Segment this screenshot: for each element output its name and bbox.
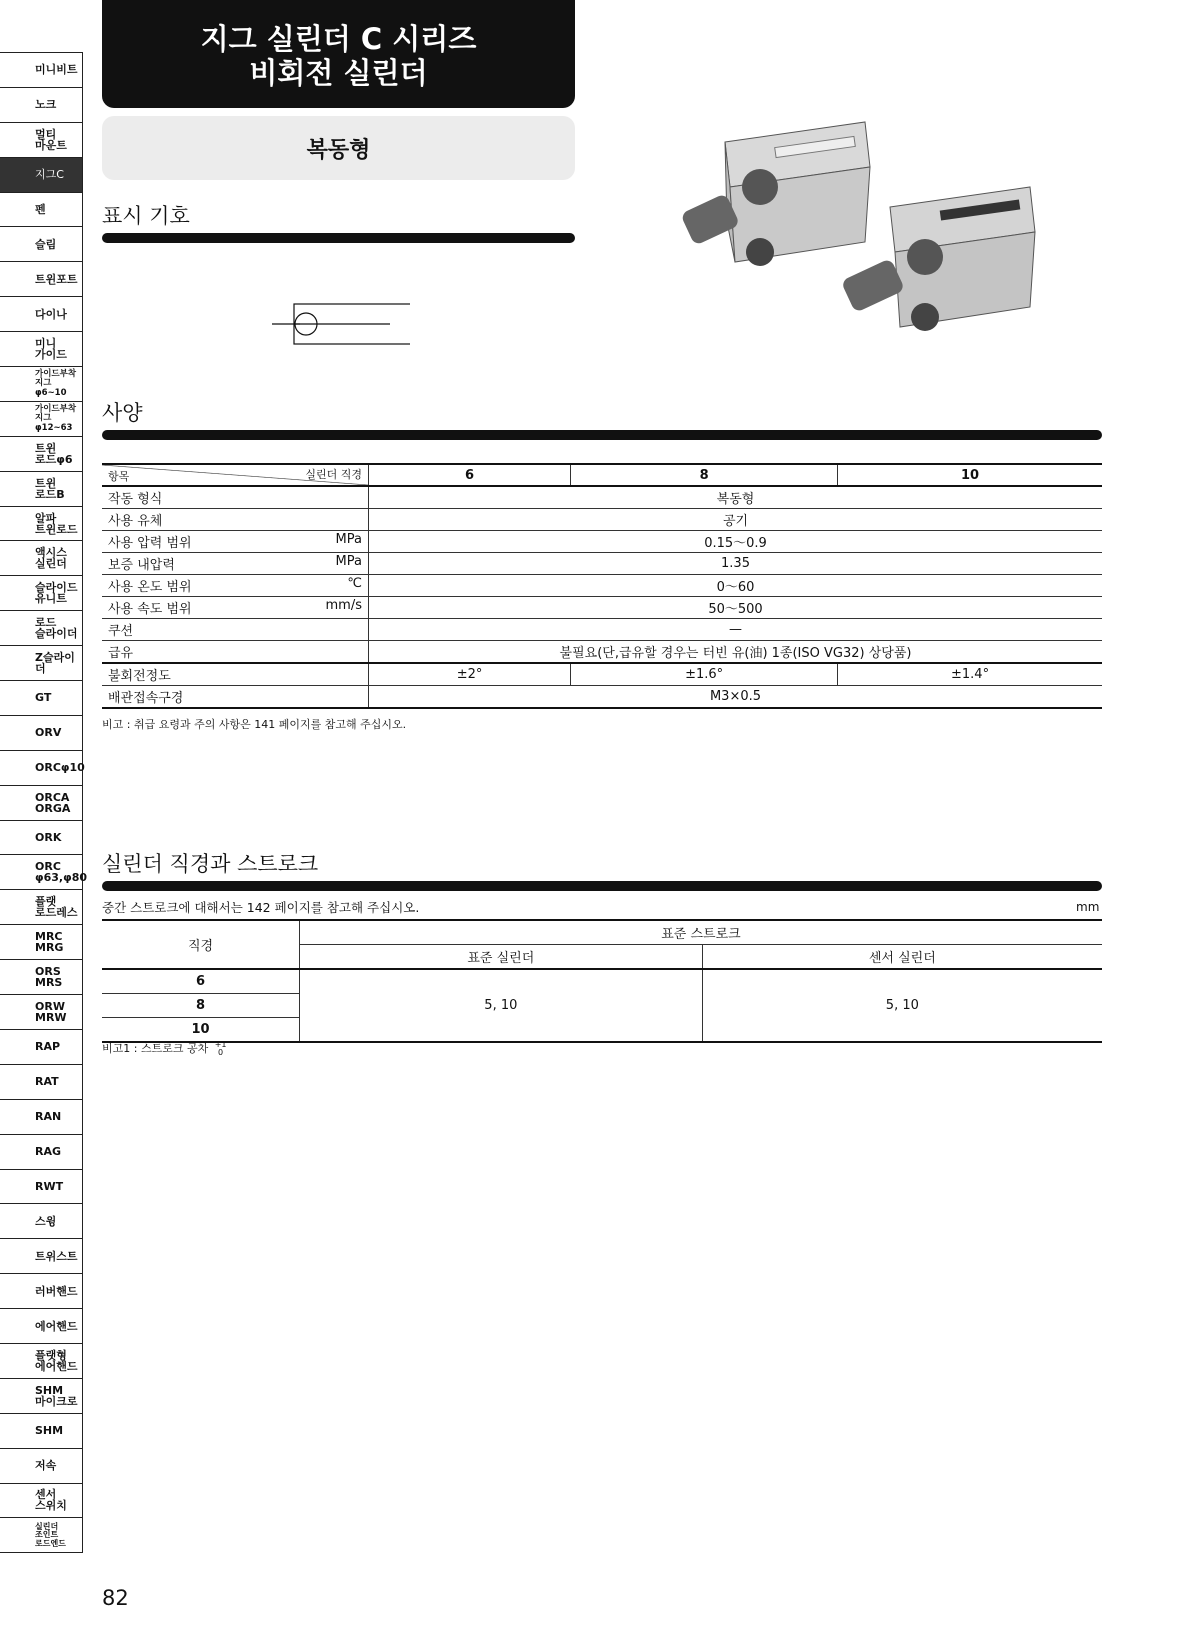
spec-value: 공기 (369, 509, 1103, 531)
sidebar-item[interactable]: SHM 마이크로 (0, 1379, 83, 1414)
heading-rule (102, 881, 1102, 891)
sidebar-item[interactable]: 러버핸드 (0, 1274, 83, 1309)
pneumatic-symbol-icon (270, 300, 410, 350)
spec-label-text: 보증 내압력 (108, 558, 175, 573)
sidebar-item[interactable]: SHM (0, 1414, 83, 1449)
sidebar-item[interactable]: 플랫 로드레스 (0, 890, 83, 925)
diameter-cell: 6 (102, 969, 300, 994)
spec-header-row (102, 464, 1102, 486)
spec-value: 불필요(단,급유할 경우는 터빈 유(油) 1종(ISO VG32) 상당품) (369, 641, 1103, 664)
sidebar-item[interactable]: 트윈포트 (0, 262, 83, 297)
spec-label (102, 619, 369, 641)
sidebar-item[interactable]: ORK (0, 821, 83, 856)
sidebar-item[interactable]: 트윈 로드φ6 (0, 437, 83, 472)
tolerance-plus: +1 (214, 1040, 227, 1049)
sidebar-item[interactable]: ORS MRS (0, 960, 83, 995)
diameter-cell: 10 (102, 1018, 300, 1043)
page-number: 82 (102, 1586, 129, 1610)
sidebar-item[interactable]: 센서 스위치 (0, 1484, 83, 1519)
sidebar-item[interactable]: ORW MRW (0, 995, 83, 1030)
spec-label (102, 597, 369, 619)
sidebar-item[interactable]: RAT (0, 1065, 83, 1100)
sidebar-item[interactable]: ORCA ORGA (0, 786, 83, 821)
spec-note: 비고 : 취급 요령과 주의 사항은 141 페이지를 참고해 주십시오. (102, 718, 407, 731)
spec-row (102, 641, 1102, 664)
spec-row (102, 619, 1102, 641)
spec-header-corner (102, 464, 369, 486)
sidebar-item[interactable]: GT (0, 681, 83, 716)
spec-col-6: 6 (369, 464, 571, 486)
stroke-heading: 실린더 직경과 스트로크 (102, 852, 319, 876)
spec-value: 0～60 (369, 575, 1103, 597)
spec-value: ±1.6° (571, 663, 838, 686)
col-sensor-cylinder: 센서 실린더 (702, 945, 1102, 970)
spec-value: ±2° (369, 663, 571, 686)
sidebar-item[interactable]: 저속 (0, 1449, 83, 1484)
sidebar-item[interactable]: 실린더 조인트 로드엔드 (0, 1518, 83, 1553)
stroke-note (102, 1040, 227, 1057)
spec-heading: 사양 (102, 401, 143, 425)
tolerance-zero: 0 (218, 1048, 224, 1057)
sidebar-item[interactable]: ORV (0, 716, 83, 751)
sidebar-item[interactable]: 슬림 (0, 227, 83, 262)
sidebar-item[interactable]: RAG (0, 1135, 83, 1170)
spec-value: 복동형 (369, 486, 1103, 509)
spec-value: 1.35 (369, 553, 1103, 575)
spec-col-8: 8 (571, 464, 838, 486)
title-line-2: 비회전 실린더 (249, 56, 428, 90)
standard-stroke-value: 5, 10 (300, 969, 703, 1042)
symbol-heading: 표시 기호 (102, 204, 190, 228)
spec-row (102, 575, 1102, 597)
sidebar-item[interactable]: RAN (0, 1100, 83, 1135)
sidebar-item[interactable]: 가이드부착지그 φ6~10 (0, 367, 83, 402)
sensor-stroke-value: 5, 10 (702, 969, 1102, 1042)
spec-value: 50～500 (369, 597, 1103, 619)
sidebar-item[interactable]: 로드 슬라이더 (0, 611, 83, 646)
col-standard-stroke: 표준 스트로크 (300, 920, 1103, 945)
spec-label (102, 641, 369, 664)
spec-label (102, 509, 369, 531)
title-line-1: 지그 실린더 C 시리즈 (200, 22, 477, 56)
heading-rule (102, 430, 1102, 440)
spec-unit: MPa (335, 532, 362, 547)
spec-unit: MPa (335, 554, 362, 569)
unit-label: mm (1076, 900, 1100, 914)
spec-value: M3×0.5 (369, 686, 1103, 709)
spec-label: 불회전정도 (102, 663, 369, 686)
spec-label-text: 사용 유체 (108, 514, 163, 529)
heading-rule (102, 233, 575, 243)
sidebar-item[interactable]: Z슬라이더 (0, 646, 83, 681)
sidebar-item[interactable]: 에어핸드 (0, 1309, 83, 1344)
title-banner (102, 0, 575, 108)
col-standard-cylinder: 표준 실린더 (300, 945, 703, 970)
sidebar-item[interactable]: 멀티 마운트 (0, 123, 83, 158)
sidebar-item[interactable]: 미니비트 (0, 53, 83, 88)
sidebar (0, 53, 88, 1553)
spec-value: ±1.4° (838, 663, 1102, 686)
spec-row (102, 597, 1102, 619)
product-photo (665, 112, 1065, 342)
stroke-note-text: 비고1 : 스트로크 공차 (102, 1042, 209, 1055)
subtitle-banner: 복동형 (102, 116, 575, 180)
sidebar-item[interactable]: 미니 가이드 (0, 332, 83, 367)
spec-label (102, 531, 369, 553)
sidebar-item[interactable]: 트위스트 (0, 1239, 83, 1274)
sidebar-item[interactable]: 액시스 실린더 (0, 541, 83, 576)
spec-row (102, 531, 1102, 553)
spec-label (102, 486, 369, 509)
spec-col-10: 10 (838, 464, 1102, 486)
diameter-cell: 8 (102, 994, 300, 1018)
spec-label-text: 사용 속도 범위 (108, 602, 192, 617)
sidebar-item[interactable]: 지그C (0, 158, 83, 193)
spec-row (102, 509, 1102, 531)
spec-value: — (369, 619, 1103, 641)
spec-label-text: 사용 온도 범위 (108, 580, 192, 595)
sidebar-item[interactable]: ORC φ63,φ80 (0, 855, 83, 890)
sidebar-item[interactable]: 스윙 (0, 1204, 83, 1239)
spec-label-text: 사용 압력 범위 (108, 536, 192, 551)
spec-row-port (102, 686, 1102, 709)
spec-label (102, 575, 369, 597)
spec-label-text: 급유 (108, 646, 134, 661)
spec-row-rotation (102, 663, 1102, 686)
sidebar-item[interactable]: ORCφ10 (0, 751, 83, 786)
sidebar-item[interactable]: 펜 (0, 193, 83, 228)
sidebar-item[interactable]: RWT (0, 1170, 83, 1205)
spec-row (102, 486, 1102, 509)
spec-unit: mm/s (325, 598, 362, 613)
spec-label: 배관접속구경 (102, 686, 369, 709)
sidebar-item[interactable]: RAP (0, 1030, 83, 1065)
sidebar-item[interactable]: 플랫형 에어핸드 (0, 1344, 83, 1379)
spec-value: 0.15～0.9 (369, 531, 1103, 553)
sidebar-item[interactable]: MRC MRG (0, 925, 83, 960)
spec-table (102, 463, 1102, 709)
spec-label-text: 작동 형식 (108, 492, 163, 507)
spec-label (102, 553, 369, 575)
spec-header-top: 실린더 직경 (305, 468, 362, 481)
stroke-intro: 중간 스트로크에 대해서는 142 페이지를 참고해 주십시오. (102, 900, 420, 915)
spec-label-text: 쿠션 (108, 624, 134, 639)
spec-header-bottom: 항목 (108, 470, 130, 483)
spec-unit: ℃ (347, 576, 362, 591)
col-diameter: 직경 (102, 920, 300, 969)
sidebar-item[interactable]: 트윈 로드B (0, 472, 83, 507)
sidebar-item[interactable]: 가이드부착지그 φ12~63 (0, 402, 83, 437)
sidebar-item[interactable]: 알파 트윈로드 (0, 507, 83, 542)
sidebar-item[interactable]: 노크 (0, 88, 83, 123)
sidebar-item[interactable]: 슬라이드 유니트 (0, 576, 83, 611)
sidebar-item[interactable]: 다이나 (0, 297, 83, 332)
stroke-table (102, 919, 1102, 1043)
spec-row (102, 553, 1102, 575)
